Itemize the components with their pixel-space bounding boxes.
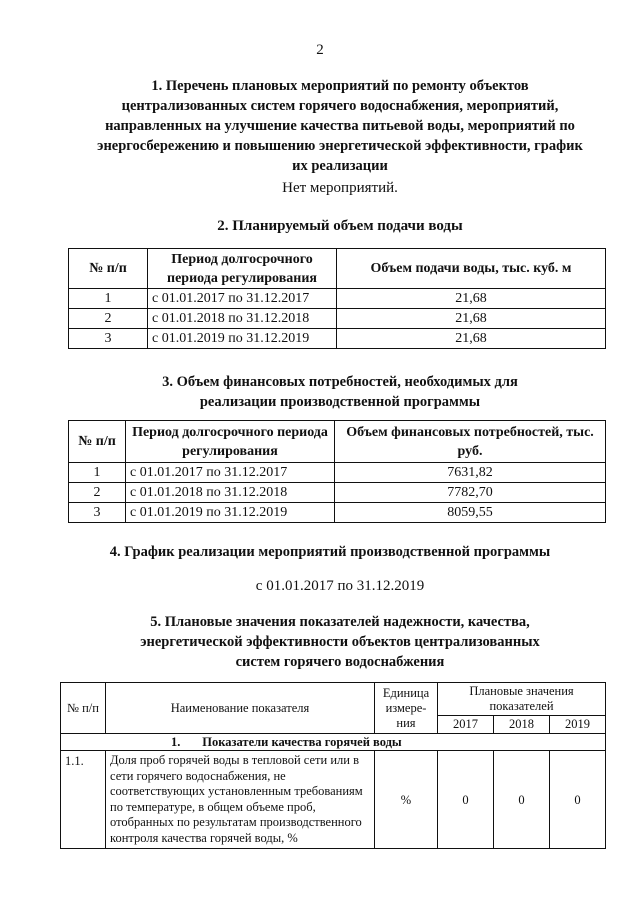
header-unit: Единица измере- ния [375,683,438,734]
header-year-2017: 2017 [438,716,494,734]
table-row [69,289,606,309]
row-period: с 01.01.2019 по 31.12.2019 [148,329,337,349]
header-name: Наименование показателя [106,683,375,734]
table-header [69,421,606,463]
page-number: 2 [316,42,324,58]
row-period: с 01.01.2019 по 31.12.2019 [126,503,335,523]
section2-title: 2. Планируемый объем подачи воды [217,218,463,234]
section-row-label: 1. Показатели качества горячей воды [61,734,606,751]
row-num: 1 [69,463,126,483]
header-year-2019: 2019 [549,716,605,734]
row-period: с 01.01.2018 по 31.12.2018 [148,309,337,329]
row-value: 21,68 [337,309,606,329]
table-row [69,503,606,523]
indicators-table [60,682,606,849]
header-finance: Объем финансовых потребностей, тыс. руб. [335,421,606,463]
row-value: 21,68 [337,289,606,309]
row-unit: % [375,751,438,849]
row-value-2018: 0 [493,751,549,849]
row-num: 3 [69,329,148,349]
section1-text: Нет мероприятий. [282,180,398,196]
header-period: Период долгосрочного периода регулирования [148,249,337,289]
section-row [61,734,606,751]
header-volume: Объем подачи воды, тыс. куб. м [337,249,606,289]
section3-title: 3. Объем финансовых потребностей, необходимых для реализации производственной программы [162,374,518,410]
row-value: 8059,55 [335,503,606,523]
section1-title: 1. Перечень плановых мероприятий по ремонту объектов централизованных систем горячего водоснабжения, мероприятий, направленных на улучшение качества питьевой воды, мероприятий по энергосбережению и повышению энергетической эффективности, график их реализации [97,78,583,174]
table-header [69,249,606,289]
row-value-2019: 0 [549,751,605,849]
table-row [69,463,606,483]
table-row [61,751,606,849]
table-row [69,309,606,329]
row-num: 2 [69,309,148,329]
row-num: 1 [69,289,148,309]
row-num: 1.1. [61,751,106,849]
header-num: № п/п [69,421,126,463]
table-header [61,683,606,716]
row-num: 2 [69,483,126,503]
financial-needs-table [68,420,606,523]
header-num: № п/п [69,249,148,289]
table-row [69,329,606,349]
row-value-2017: 0 [438,751,494,849]
row-period: с 01.01.2017 по 31.12.2017 [126,463,335,483]
row-num: 3 [69,503,126,523]
header-planned: Плановые значения показателей [438,683,606,716]
section4-title: 4. График реализации мероприятий производственной программы [109,544,551,560]
row-value: 7631,82 [335,463,606,483]
row-value: 21,68 [337,329,606,349]
row-value: 7782,70 [335,483,606,503]
row-period: с 01.01.2017 по 31.12.2017 [148,289,337,309]
table-row [69,483,606,503]
section4-text: с 01.01.2017 по 31.12.2019 [255,578,425,594]
supply-volume-table [68,248,606,349]
header-year-2018: 2018 [493,716,549,734]
header-period: Период долгосрочного периода регулирования [126,421,335,463]
header-num: № п/п [61,683,106,734]
row-period: с 01.01.2018 по 31.12.2018 [126,483,335,503]
row-name: Доля проб горячей воды в тепловой сети или в сети горячего водоснабжения, не соответствующих установленным требованиям по температуре, в общем объеме проб, отобранных по результатам производственного контроля качества горячей воды, % [106,751,375,849]
section5-title: 5. Плановые значения показателей надежности, качества, энергетической эффективности объектов централизованных систем горячего водоснабжения [140,614,540,670]
